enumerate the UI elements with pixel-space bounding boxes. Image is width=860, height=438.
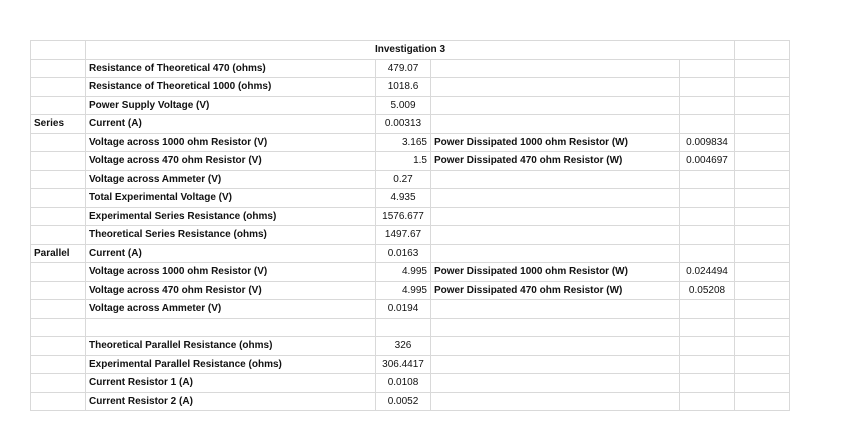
row-value-2[interactable]: 0.05208 xyxy=(680,281,735,300)
cell[interactable] xyxy=(735,170,790,189)
cell[interactable] xyxy=(431,374,680,393)
cell[interactable] xyxy=(431,207,680,226)
row-value-2[interactable]: 0.004697 xyxy=(680,152,735,171)
row-label[interactable]: Theoretical Parallel Resistance (ohms) xyxy=(86,337,376,356)
cell[interactable] xyxy=(735,355,790,374)
cell[interactable] xyxy=(680,300,735,319)
cell[interactable] xyxy=(31,337,86,356)
row-value[interactable]: 4.995 xyxy=(376,263,431,282)
cell[interactable] xyxy=(735,152,790,171)
table-row xyxy=(31,263,790,282)
cell[interactable] xyxy=(431,78,680,97)
row-value[interactable]: 1576.677 xyxy=(376,207,431,226)
cell[interactable] xyxy=(735,226,790,245)
row-label[interactable]: Power Supply Voltage (V) xyxy=(86,96,376,115)
table-row xyxy=(31,281,790,300)
table-row xyxy=(31,355,790,374)
row-value[interactable]: 326 xyxy=(376,337,431,356)
cell[interactable] xyxy=(735,115,790,134)
cell[interactable] xyxy=(31,41,86,60)
cell[interactable] xyxy=(31,318,86,337)
row-label[interactable]: Theoretical Series Resistance (ohms) xyxy=(86,226,376,245)
cell[interactable] xyxy=(31,78,86,97)
table-row xyxy=(31,374,790,393)
row-label[interactable]: Voltage across Ammeter (V) xyxy=(86,300,376,319)
cell[interactable] xyxy=(680,318,735,337)
row-value[interactable]: 3.165 xyxy=(376,133,431,152)
category-label-parallel[interactable]: Parallel xyxy=(31,244,86,263)
table-row xyxy=(31,226,790,245)
title-row xyxy=(31,41,790,60)
cell[interactable] xyxy=(735,318,790,337)
cell[interactable] xyxy=(735,392,790,411)
row-value[interactable]: 1018.6 xyxy=(376,78,431,97)
cell[interactable] xyxy=(31,207,86,226)
cell[interactable] xyxy=(31,281,86,300)
cell[interactable] xyxy=(735,59,790,78)
row-label[interactable]: Current (A) xyxy=(86,115,376,134)
cell[interactable] xyxy=(735,96,790,115)
row-label[interactable]: Resistance of Theoretical 1000 (ohms) xyxy=(86,78,376,97)
cell[interactable] xyxy=(31,355,86,374)
row-value[interactable]: 0.0163 xyxy=(376,244,431,263)
cell[interactable] xyxy=(735,281,790,300)
cell[interactable] xyxy=(680,78,735,97)
cell[interactable] xyxy=(31,96,86,115)
row-label-2[interactable]: Power Dissipated 1000 ohm Resistor (W) xyxy=(431,133,680,152)
cell[interactable] xyxy=(31,374,86,393)
cell[interactable] xyxy=(31,300,86,319)
cell[interactable] xyxy=(735,189,790,208)
table-row xyxy=(31,392,790,411)
table-row xyxy=(31,152,790,171)
cell[interactable] xyxy=(735,337,790,356)
row-label[interactable]: Voltage across 470 ohm Resistor (V) xyxy=(86,152,376,171)
cell[interactable] xyxy=(680,207,735,226)
cell[interactable] xyxy=(735,78,790,97)
cell[interactable] xyxy=(431,300,680,319)
row-label[interactable]: Voltage across Ammeter (V) xyxy=(86,170,376,189)
table-row xyxy=(31,207,790,226)
cell[interactable] xyxy=(31,189,86,208)
row-label[interactable]: Voltage across 1000 ohm Resistor (V) xyxy=(86,133,376,152)
table-row xyxy=(31,78,790,97)
row-value[interactable]: 479.07 xyxy=(376,59,431,78)
cell[interactable] xyxy=(680,355,735,374)
cell[interactable] xyxy=(31,133,86,152)
cell[interactable] xyxy=(680,59,735,78)
row-label[interactable]: Current (A) xyxy=(86,244,376,263)
row-value[interactable]: 0.0108 xyxy=(376,374,431,393)
row-label-2[interactable]: Power Dissipated 470 ohm Resistor (W) xyxy=(431,152,680,171)
cell[interactable] xyxy=(31,170,86,189)
table-row xyxy=(31,337,790,356)
table-row xyxy=(31,170,790,189)
cell[interactable] xyxy=(680,115,735,134)
row-value[interactable]: 0.00313 xyxy=(376,115,431,134)
table-row-empty xyxy=(31,318,790,337)
cell[interactable] xyxy=(31,226,86,245)
cell[interactable] xyxy=(431,170,680,189)
row-label[interactable]: Voltage across 470 ohm Resistor (V) xyxy=(86,281,376,300)
row-label[interactable]: Voltage across 1000 ohm Resistor (V) xyxy=(86,263,376,282)
table-row xyxy=(31,133,790,152)
row-value[interactable]: 4.995 xyxy=(376,281,431,300)
cell[interactable] xyxy=(735,263,790,282)
category-label-series[interactable]: Series xyxy=(31,115,86,134)
cell[interactable] xyxy=(680,189,735,208)
cell[interactable] xyxy=(431,318,680,337)
row-value-2[interactable]: 0.009834 xyxy=(680,133,735,152)
cell[interactable] xyxy=(680,226,735,245)
cell[interactable] xyxy=(735,207,790,226)
cell[interactable] xyxy=(431,226,680,245)
cell[interactable] xyxy=(680,374,735,393)
row-value-2[interactable]: 0.024494 xyxy=(680,263,735,282)
cell[interactable] xyxy=(431,96,680,115)
cell[interactable] xyxy=(680,337,735,356)
cell[interactable] xyxy=(431,355,680,374)
cell[interactable] xyxy=(431,337,680,356)
table-row xyxy=(31,300,790,319)
cell[interactable] xyxy=(680,244,735,263)
row-label[interactable]: Total Experimental Voltage (V) xyxy=(86,189,376,208)
row-label[interactable]: Current Resistor 2 (A) xyxy=(86,392,376,411)
cell[interactable] xyxy=(680,392,735,411)
row-value[interactable]: 0.27 xyxy=(376,170,431,189)
table-title[interactable]: Investigation 3 xyxy=(86,41,735,60)
row-value[interactable]: 0.0194 xyxy=(376,300,431,319)
row-value[interactable]: 1.5 xyxy=(376,152,431,171)
table-row xyxy=(31,189,790,208)
row-label[interactable] xyxy=(86,318,376,337)
table-row xyxy=(31,244,790,263)
cell[interactable] xyxy=(735,374,790,393)
row-value[interactable]: 5.009 xyxy=(376,96,431,115)
cell[interactable] xyxy=(31,59,86,78)
row-value[interactable]: 306.4417 xyxy=(376,355,431,374)
cell[interactable] xyxy=(431,392,680,411)
table-row xyxy=(31,96,790,115)
spreadsheet-table xyxy=(30,40,790,411)
cell[interactable] xyxy=(431,244,680,263)
cell[interactable] xyxy=(680,96,735,115)
row-label[interactable]: Experimental Series Resistance (ohms) xyxy=(86,207,376,226)
row-value[interactable]: 4.935 xyxy=(376,189,431,208)
cell[interactable] xyxy=(31,263,86,282)
row-label-2[interactable]: Power Dissipated 470 ohm Resistor (W) xyxy=(431,281,680,300)
row-label[interactable]: Resistance of Theoretical 470 (ohms) xyxy=(86,59,376,78)
cell[interactable] xyxy=(31,152,86,171)
row-value[interactable]: 1497.67 xyxy=(376,226,431,245)
row-value[interactable]: 0.0052 xyxy=(376,392,431,411)
row-label[interactable]: Current Resistor 1 (A) xyxy=(86,374,376,393)
cell[interactable] xyxy=(735,300,790,319)
row-label[interactable]: Experimental Parallel Resistance (ohms) xyxy=(86,355,376,374)
cell[interactable] xyxy=(735,41,790,60)
cell[interactable] xyxy=(431,59,680,78)
cell[interactable] xyxy=(680,170,735,189)
cell[interactable] xyxy=(735,244,790,263)
row-value[interactable] xyxy=(376,318,431,337)
cell[interactable] xyxy=(31,392,86,411)
table-row xyxy=(31,115,790,134)
cell[interactable] xyxy=(735,133,790,152)
table-row xyxy=(31,59,790,78)
cell[interactable] xyxy=(431,115,680,134)
cell[interactable] xyxy=(431,189,680,208)
row-label-2[interactable]: Power Dissipated 1000 ohm Resistor (W) xyxy=(431,263,680,282)
